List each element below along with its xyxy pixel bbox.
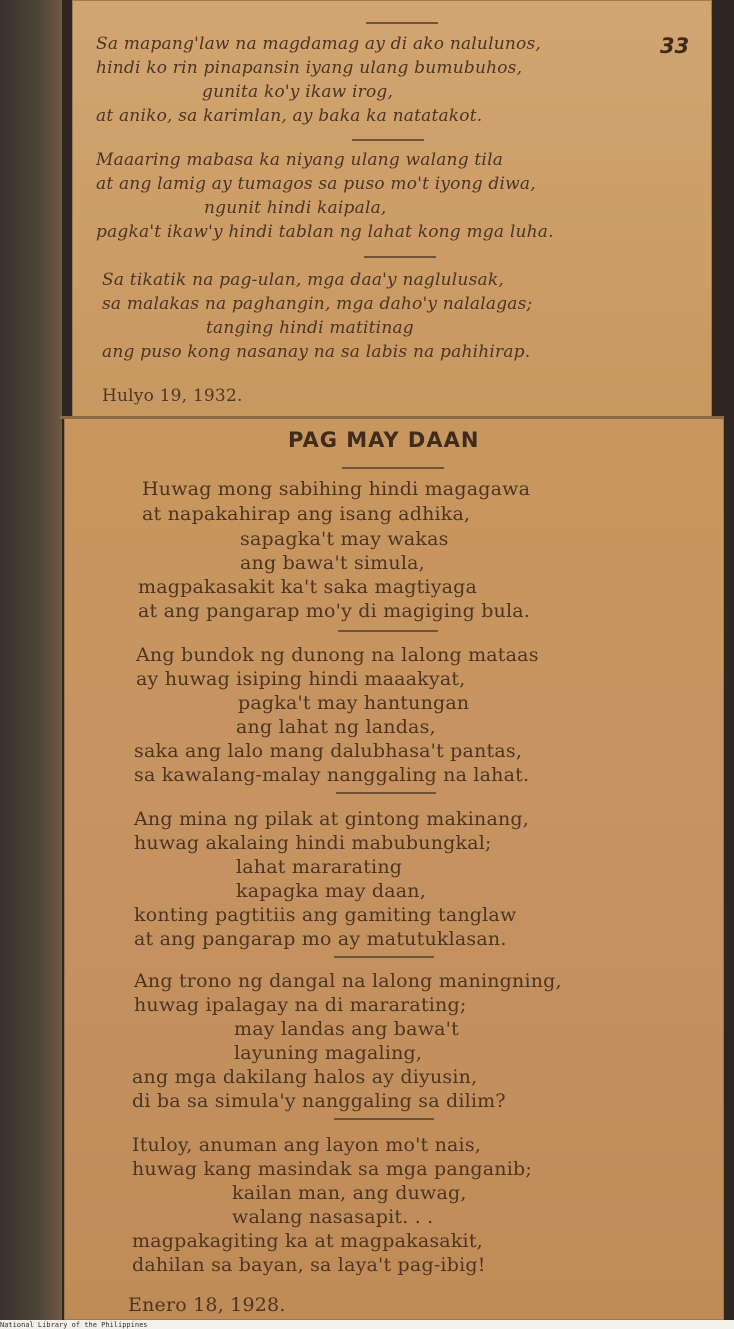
divider <box>338 630 438 632</box>
poem-line: konting pagtitiis ang gamiting tanglaw <box>134 904 517 926</box>
poem-line: magpakagiting ka at magpakasakit, <box>132 1230 483 1252</box>
poem-line: at napakahirap ang isang adhika, <box>142 503 471 525</box>
divider <box>364 256 436 258</box>
divider <box>334 1118 434 1120</box>
poem-date: Hulyo 19, 1932. <box>102 386 243 406</box>
poem-line: sapagka't may wakas <box>240 528 449 550</box>
clipping-edge <box>60 416 724 419</box>
poem-line: ngunit hindi kaipala, <box>204 198 387 218</box>
poem-line: at ang pangarap mo'y di magiging bula. <box>138 600 531 622</box>
poem-line: ang puso kong nasanay na sa labis na pahihirap. <box>102 342 531 362</box>
poem-line: ang lahat ng landas, <box>236 716 436 738</box>
poem-line: Ang bundok ng dunong na lalong mataas <box>136 644 539 666</box>
divider <box>342 467 444 469</box>
poem-line: Sa mapang'law na magdamag ay di ako nalulunos, <box>96 34 541 54</box>
poem-line: Huwag mong sabihing hindi magagawa <box>142 478 531 500</box>
poem-line: huwag kang masindak sa mga panganib; <box>132 1158 532 1180</box>
poem-line: walang nasasapit. . . <box>232 1206 434 1228</box>
poem-line: sa kawalang-malay nanggaling na lahat. <box>134 764 530 786</box>
poem-line: Sa tikatik na pag-ulan, mga daa'y naglulusak, <box>102 270 504 290</box>
poem-line: di ba sa simula'y nanggaling sa dilim? <box>132 1090 506 1112</box>
poem-line: at aniko, sa karimlan, ay baka ka natatakot. <box>96 106 483 126</box>
poem-line: Ang mina ng pilak at gintong makinang, <box>134 808 530 830</box>
poem-line: Ituloy, anuman ang layon mo't nais, <box>132 1134 482 1156</box>
poem-line: pagka't may hantungan <box>238 692 470 714</box>
poem-line: gunita ko'y ikaw irog, <box>202 82 394 102</box>
poem-line: layuning magaling, <box>234 1042 423 1064</box>
divider <box>366 22 438 24</box>
divider <box>334 956 434 958</box>
poem-line: magpakasakit ka't saka magtiyaga <box>138 576 478 598</box>
poem-line: ang mga dakilang halos ay diyusin, <box>132 1066 478 1088</box>
poem-line: kapagka may daan, <box>236 880 426 902</box>
poem-line: huwag akalaing hindi mabubungkal; <box>134 832 492 854</box>
page-number: 33 <box>660 34 690 58</box>
poem-line: hindi ko rin pinapansin iyang ulang bumubuhos, <box>96 58 523 78</box>
poem-line: ay huwag isiping hindi maaakyat, <box>136 668 466 690</box>
poem-line: at ang pangarap mo ay matutuklasan. <box>134 928 507 950</box>
poem-line: tanging hindi matitinag <box>206 318 414 338</box>
poem-line: sa malakas na paghangin, mga daho'y nalalagas; <box>102 294 533 314</box>
poem-line: huwag ipalagay na di mararating; <box>134 994 467 1016</box>
footer-credit: National Library of the Philippines <box>0 1321 148 1329</box>
poem-line: ang bawa't simula, <box>240 552 425 574</box>
poem-line: dahilan sa bayan, sa laya't pag-ibig! <box>132 1254 486 1276</box>
poem-line: kailan man, ang duwag, <box>232 1182 467 1204</box>
poem-date: Enero 18, 1928. <box>128 1294 286 1316</box>
poem-line: lahat mararating <box>236 856 403 878</box>
poem-line: Ang trono ng dangal na lalong maningning, <box>134 970 562 992</box>
divider <box>352 139 424 141</box>
poem-line: Maaaring mabasa ka niyang ulang walang tila <box>96 150 504 170</box>
poem-line: pagka't ikaw'y hindi tablan ng lahat kong mga luha. <box>96 222 554 242</box>
poem-line: at ang lamig ay tumagos sa puso mo't iyong diwa, <box>96 174 536 194</box>
poem-title: PAG MAY DAAN <box>288 428 480 452</box>
poem-line: saka ang lalo mang dalubhasa't pantas, <box>134 740 523 762</box>
poem-line: may landas ang bawa't <box>234 1018 459 1040</box>
divider <box>336 792 436 794</box>
